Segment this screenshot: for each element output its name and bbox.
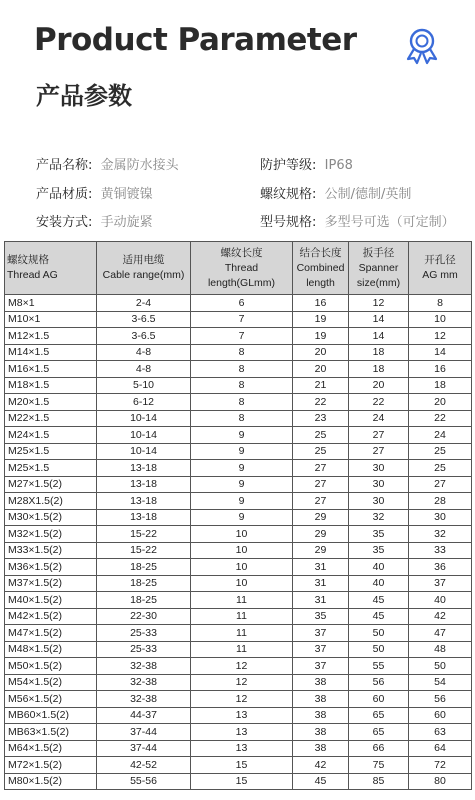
table-row — [5, 443, 472, 460]
cell-hole-diameter: 33 — [409, 542, 472, 559]
cell-cable-range: 18-25 — [97, 592, 191, 609]
cell-thread-length: 6 — [191, 295, 293, 312]
cell-thread-ag: M72×1.5(2) — [5, 757, 97, 774]
cell-thread-ag: M54×1.5(2) — [5, 674, 97, 691]
table-row — [5, 377, 472, 394]
cell-cable-range: 25-33 — [97, 641, 191, 658]
table-row — [5, 361, 472, 378]
header-line: Cable range(mm) — [102, 269, 185, 281]
cell-cable-range: 2-4 — [97, 295, 191, 312]
header-line: 扳手径 — [362, 246, 395, 259]
cell-combined-length: 31 — [293, 575, 349, 592]
cell-hole-diameter: 25 — [409, 460, 472, 477]
header-thread-ag — [5, 242, 97, 295]
cell-combined-length: 37 — [293, 625, 349, 642]
cell-hole-diameter: 37 — [409, 575, 472, 592]
header-line: 适用电缆 — [122, 254, 165, 266]
cell-spanner-size: 40 — [349, 575, 409, 592]
cell-spanner-size: 65 — [349, 707, 409, 724]
cell-cable-range: 3-6.5 — [97, 328, 191, 345]
cell-cable-range: 15-22 — [97, 526, 191, 543]
cell-hole-diameter: 60 — [409, 707, 472, 724]
cell-thread-ag: M24×1.5 — [5, 427, 97, 444]
cell-combined-length: 27 — [293, 493, 349, 510]
cell-thread-length: 9 — [191, 443, 293, 460]
cell-thread-length: 11 — [191, 592, 293, 609]
cell-spanner-size: 66 — [349, 740, 409, 757]
cell-combined-length: 25 — [293, 443, 349, 460]
cell-combined-length: 19 — [293, 311, 349, 328]
cell-hole-diameter: 56 — [409, 691, 472, 708]
cell-spanner-size: 12 — [349, 295, 409, 312]
info-label: 型号规格: — [260, 215, 317, 230]
cell-cable-range: 44-37 — [97, 707, 191, 724]
header-line: Combined — [296, 261, 345, 274]
cell-thread-length: 11 — [191, 641, 293, 658]
cell-thread-length: 10 — [191, 559, 293, 576]
cell-spanner-size: 20 — [349, 377, 409, 394]
cell-combined-length: 45 — [293, 773, 349, 790]
cell-thread-ag: M48×1.5(2) — [5, 641, 97, 658]
cell-hole-diameter: 80 — [409, 773, 472, 790]
cell-thread-length: 13 — [191, 740, 293, 757]
table-row — [5, 740, 472, 757]
cell-hole-diameter: 27 — [409, 476, 472, 493]
table-row — [5, 658, 472, 675]
cell-cable-range: 13-18 — [97, 509, 191, 526]
table-row — [5, 674, 472, 691]
cell-thread-ag: M37×1.5(2) — [5, 575, 97, 592]
table-row — [5, 773, 472, 790]
cell-thread-ag: M8×1 — [5, 295, 97, 312]
cell-cable-range: 37-44 — [97, 724, 191, 741]
cell-combined-length: 38 — [293, 724, 349, 741]
info-label: 螺纹规格: — [260, 187, 317, 202]
cell-thread-ag: M47×1.5(2) — [5, 625, 97, 642]
cell-cable-range: 18-25 — [97, 575, 191, 592]
cell-thread-ag: M25×1.5 — [5, 443, 97, 460]
cell-thread-ag: M30×1.5(2) — [5, 509, 97, 526]
header-line: Thread AG — [7, 269, 58, 281]
cell-spanner-size: 50 — [349, 641, 409, 658]
table-row — [5, 311, 472, 328]
cell-thread-length: 12 — [191, 674, 293, 691]
cell-spanner-size: 85 — [349, 773, 409, 790]
table-row — [5, 509, 472, 526]
cell-hole-diameter: 12 — [409, 328, 472, 345]
cell-combined-length: 31 — [293, 592, 349, 609]
cell-combined-length: 31 — [293, 559, 349, 576]
cell-thread-ag: M80×1.5(2) — [5, 773, 97, 790]
header-line: length — [306, 276, 335, 289]
table-header-row — [5, 242, 472, 295]
cell-cable-range: 18-25 — [97, 559, 191, 576]
cell-hole-diameter: 42 — [409, 608, 472, 625]
table-row — [5, 427, 472, 444]
cell-spanner-size: 18 — [349, 344, 409, 361]
header-line: AG mm — [422, 269, 458, 281]
table-row — [5, 757, 472, 774]
table-row — [5, 592, 472, 609]
cell-spanner-size: 60 — [349, 691, 409, 708]
page-subtitle: 产品参数 — [36, 82, 132, 110]
cell-thread-ag: MB60×1.5(2) — [5, 707, 97, 724]
parameter-table — [4, 241, 472, 790]
cell-spanner-size: 30 — [349, 460, 409, 477]
table-row — [5, 526, 472, 543]
cell-combined-length: 35 — [293, 608, 349, 625]
cell-thread-length: 11 — [191, 625, 293, 642]
cell-thread-ag: M32×1.5(2) — [5, 526, 97, 543]
info-install-method — [36, 211, 153, 230]
info-value: 手动旋紧 — [100, 215, 153, 230]
cell-cable-range: 32-38 — [97, 674, 191, 691]
cell-cable-range: 22-30 — [97, 608, 191, 625]
info-value: 公制/德制/英制 — [324, 187, 412, 202]
cell-spanner-size: 40 — [349, 559, 409, 576]
cell-combined-length: 29 — [293, 542, 349, 559]
cell-thread-ag: M18×1.5 — [5, 377, 97, 394]
table-row — [5, 575, 472, 592]
cell-spanner-size: 22 — [349, 394, 409, 411]
cell-combined-length: 23 — [293, 410, 349, 427]
table-row — [5, 344, 472, 361]
cell-thread-ag: M56×1.5(2) — [5, 691, 97, 708]
header-line: size(mm) — [356, 276, 401, 289]
cell-spanner-size: 24 — [349, 410, 409, 427]
cell-hole-diameter: 25 — [409, 443, 472, 460]
cell-cable-range: 13-18 — [97, 460, 191, 477]
info-label: 产品名称: — [36, 158, 93, 173]
cell-thread-ag: MB63×1.5(2) — [5, 724, 97, 741]
cell-thread-length: 8 — [191, 377, 293, 394]
cell-thread-ag: M27×1.5(2) — [5, 476, 97, 493]
table-row — [5, 295, 472, 312]
cell-thread-length: 10 — [191, 526, 293, 543]
cell-hole-diameter: 30 — [409, 509, 472, 526]
cell-cable-range: 32-38 — [97, 658, 191, 675]
info-value: 多型号可选（可定制） — [324, 215, 455, 230]
table-row — [5, 625, 472, 642]
cell-thread-length: 9 — [191, 509, 293, 526]
cell-spanner-size: 30 — [349, 493, 409, 510]
cell-combined-length: 16 — [293, 295, 349, 312]
cell-spanner-size: 30 — [349, 476, 409, 493]
cell-spanner-size: 75 — [349, 757, 409, 774]
cell-cable-range: 5-10 — [97, 377, 191, 394]
cell-cable-range: 25-33 — [97, 625, 191, 642]
info-model-spec — [260, 211, 455, 230]
cell-hole-diameter: 36 — [409, 559, 472, 576]
cell-spanner-size: 35 — [349, 526, 409, 543]
cell-thread-ag: M40×1.5(2) — [5, 592, 97, 609]
cell-hole-diameter: 64 — [409, 740, 472, 757]
cell-thread-length: 13 — [191, 724, 293, 741]
cell-cable-range: 32-38 — [97, 691, 191, 708]
cell-thread-ag: M28X1.5(2) — [5, 493, 97, 510]
header-line: 结合长度 — [299, 246, 342, 259]
cell-thread-ag: M33×1.5(2) — [5, 542, 97, 559]
cell-spanner-size: 65 — [349, 724, 409, 741]
cell-cable-range: 10-14 — [97, 410, 191, 427]
cell-cable-range: 13-18 — [97, 493, 191, 510]
info-label: 安装方式: — [36, 215, 93, 230]
cell-spanner-size: 45 — [349, 608, 409, 625]
page-title: Product Parameter — [34, 22, 357, 58]
cell-thread-length: 10 — [191, 542, 293, 559]
cell-cable-range: 6-12 — [97, 394, 191, 411]
cell-hole-diameter: 8 — [409, 295, 472, 312]
info-value: 黄铜镀镍 — [100, 187, 153, 202]
cell-hole-diameter: 24 — [409, 427, 472, 444]
cell-hole-diameter: 18 — [409, 377, 472, 394]
header-thread-length — [191, 242, 293, 295]
table-row — [5, 410, 472, 427]
cell-thread-length: 10 — [191, 575, 293, 592]
cell-hole-diameter: 14 — [409, 344, 472, 361]
header-hole-diameter — [409, 242, 472, 295]
cell-thread-length: 8 — [191, 361, 293, 378]
cell-combined-length: 37 — [293, 658, 349, 675]
info-label: 防护等级: — [260, 158, 317, 173]
info-material — [36, 183, 153, 202]
cell-thread-ag: M20×1.5 — [5, 394, 97, 411]
cell-spanner-size: 27 — [349, 443, 409, 460]
cell-thread-length: 9 — [191, 493, 293, 510]
cell-thread-ag: M64×1.5(2) — [5, 740, 97, 757]
cell-hole-diameter: 72 — [409, 757, 472, 774]
header-line: 螺纹长度 — [220, 246, 263, 259]
table-row — [5, 493, 472, 510]
cell-thread-length: 15 — [191, 757, 293, 774]
award-ribbon-icon — [402, 26, 442, 66]
cell-hole-diameter: 16 — [409, 361, 472, 378]
table-row — [5, 476, 472, 493]
cell-spanner-size: 56 — [349, 674, 409, 691]
cell-hole-diameter: 48 — [409, 641, 472, 658]
cell-hole-diameter: 47 — [409, 625, 472, 642]
cell-combined-length: 20 — [293, 344, 349, 361]
cell-spanner-size: 55 — [349, 658, 409, 675]
header-line: 螺纹规格 — [7, 254, 49, 266]
cell-hole-diameter: 28 — [409, 493, 472, 510]
cell-spanner-size: 18 — [349, 361, 409, 378]
header-cable-range — [97, 242, 191, 295]
cell-combined-length: 37 — [293, 641, 349, 658]
info-product-name — [36, 154, 179, 173]
cell-combined-length: 27 — [293, 460, 349, 477]
cell-combined-length: 38 — [293, 691, 349, 708]
cell-thread-length: 11 — [191, 608, 293, 625]
cell-thread-ag: M42×1.5(2) — [5, 608, 97, 625]
cell-thread-length: 7 — [191, 328, 293, 345]
cell-spanner-size: 27 — [349, 427, 409, 444]
cell-combined-length: 38 — [293, 674, 349, 691]
cell-cable-range: 4-8 — [97, 361, 191, 378]
header-line: length(GLmm) — [207, 276, 276, 289]
cell-combined-length: 29 — [293, 509, 349, 526]
cell-thread-ag: M50×1.5(2) — [5, 658, 97, 675]
cell-combined-length: 27 — [293, 476, 349, 493]
info-protection-level — [260, 154, 353, 173]
cell-hole-diameter: 40 — [409, 592, 472, 609]
info-value: 金属防水接头 — [100, 158, 179, 173]
cell-combined-length: 19 — [293, 328, 349, 345]
info-thread-spec — [260, 183, 411, 202]
cell-combined-length: 29 — [293, 526, 349, 543]
table-row — [5, 328, 472, 345]
cell-spanner-size: 45 — [349, 592, 409, 609]
cell-thread-length: 12 — [191, 691, 293, 708]
cell-cable-range: 4-8 — [97, 344, 191, 361]
cell-thread-length: 9 — [191, 460, 293, 477]
cell-thread-length: 8 — [191, 410, 293, 427]
table-row — [5, 641, 472, 658]
header-combined-length — [293, 242, 349, 295]
cell-thread-ag: M16×1.5 — [5, 361, 97, 378]
cell-cable-range: 13-18 — [97, 476, 191, 493]
cell-thread-length: 7 — [191, 311, 293, 328]
header-spanner-size — [349, 242, 409, 295]
cell-hole-diameter: 50 — [409, 658, 472, 675]
cell-cable-range: 42-52 — [97, 757, 191, 774]
cell-combined-length: 25 — [293, 427, 349, 444]
cell-thread-length: 12 — [191, 658, 293, 675]
cell-thread-ag: M12×1.5 — [5, 328, 97, 345]
info-label: 产品材质: — [36, 187, 93, 202]
cell-combined-length: 20 — [293, 361, 349, 378]
cell-cable-range: 15-22 — [97, 542, 191, 559]
table-row — [5, 724, 472, 741]
cell-thread-length: 15 — [191, 773, 293, 790]
cell-cable-range: 10-14 — [97, 443, 191, 460]
cell-hole-diameter: 22 — [409, 410, 472, 427]
cell-combined-length: 42 — [293, 757, 349, 774]
cell-hole-diameter: 20 — [409, 394, 472, 411]
header-line: 开孔径 — [424, 254, 456, 266]
cell-cable-range: 10-14 — [97, 427, 191, 444]
header-line: Thread — [224, 261, 259, 274]
cell-thread-ag: M14×1.5 — [5, 344, 97, 361]
cell-thread-ag: M25×1.5 — [5, 460, 97, 477]
table-row — [5, 559, 472, 576]
cell-spanner-size: 35 — [349, 542, 409, 559]
table-row — [5, 542, 472, 559]
cell-hole-diameter: 54 — [409, 674, 472, 691]
cell-thread-length: 9 — [191, 427, 293, 444]
cell-hole-diameter: 32 — [409, 526, 472, 543]
cell-combined-length: 21 — [293, 377, 349, 394]
cell-combined-length: 22 — [293, 394, 349, 411]
cell-thread-length: 9 — [191, 476, 293, 493]
cell-spanner-size: 14 — [349, 311, 409, 328]
cell-spanner-size: 50 — [349, 625, 409, 642]
table-row — [5, 707, 472, 724]
cell-thread-ag: M10×1 — [5, 311, 97, 328]
header-line: Spanner — [358, 261, 399, 274]
cell-spanner-size: 32 — [349, 509, 409, 526]
cell-cable-range: 55-56 — [97, 773, 191, 790]
cell-thread-ag: M36×1.5(2) — [5, 559, 97, 576]
table-row — [5, 460, 472, 477]
cell-cable-range: 37-44 — [97, 740, 191, 757]
cell-thread-length: 8 — [191, 344, 293, 361]
cell-combined-length: 38 — [293, 740, 349, 757]
cell-combined-length: 38 — [293, 707, 349, 724]
table-row — [5, 608, 472, 625]
table-row — [5, 394, 472, 411]
info-value: IP68 — [324, 158, 353, 173]
cell-thread-length: 8 — [191, 394, 293, 411]
cell-cable-range: 3-6.5 — [97, 311, 191, 328]
cell-spanner-size: 14 — [349, 328, 409, 345]
cell-hole-diameter: 63 — [409, 724, 472, 741]
cell-thread-ag: M22×1.5 — [5, 410, 97, 427]
cell-hole-diameter: 10 — [409, 311, 472, 328]
cell-thread-length: 13 — [191, 707, 293, 724]
table-row — [5, 691, 472, 708]
